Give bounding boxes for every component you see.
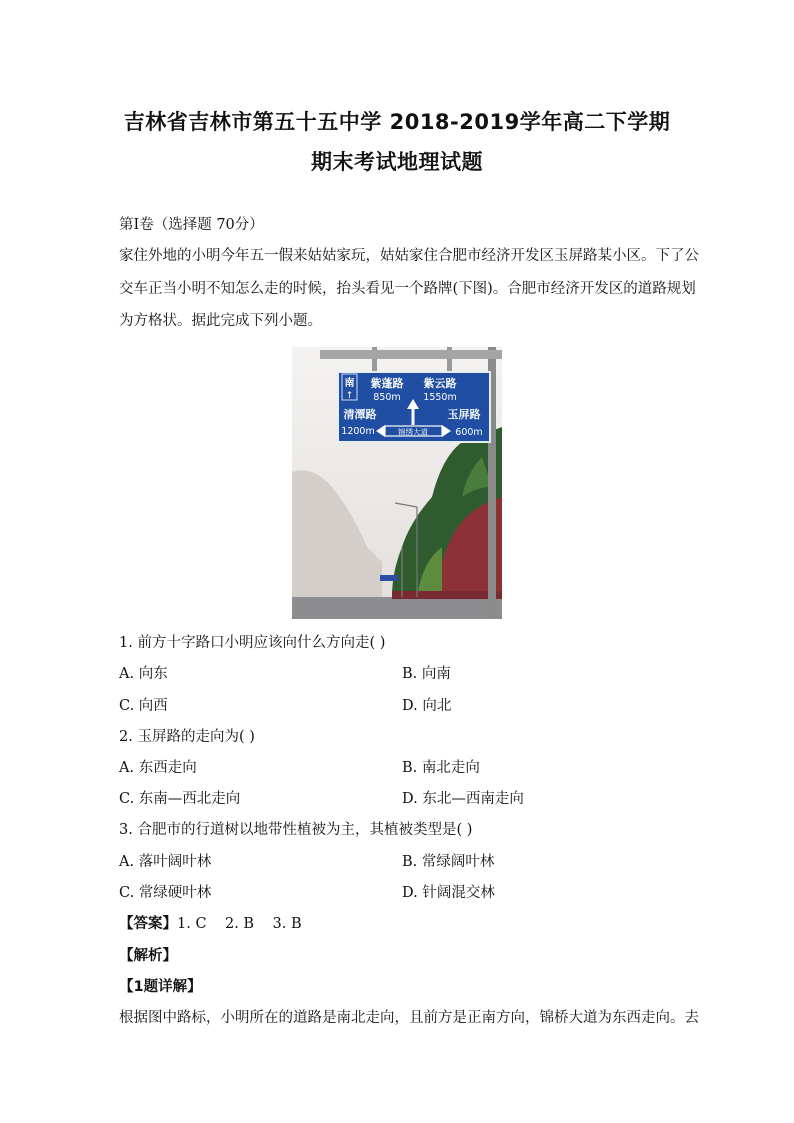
question-1-option-a: A. 向东: [119, 666, 168, 682]
title-line-1: 吉林省吉林市第五十五中学 2018-2019学年高二下学期: [123, 110, 671, 134]
title-line-2: 期末考试地理试题: [311, 150, 483, 174]
question-2-option-d: D. 东北—西南走向: [402, 791, 524, 807]
question-3-stem: 3. 合肥市的行道树以地带性植被为主，其植被类型是( ): [119, 822, 473, 838]
sign-top-left-dist: 850m: [373, 392, 401, 403]
detail-text: 根据图中路标，小明所在的道路是南北走向，且前方是正南方向，锦桥大道为东西走向。去: [119, 1010, 699, 1026]
road-sign-photo: [292, 347, 502, 619]
sign-south-label: 南: [344, 378, 355, 389]
sign-right-name: 玉屏路: [447, 408, 481, 421]
question-1-stem: 1. 前方十字路口小明应该向什么方向走( ): [119, 635, 386, 651]
question-1-option-b: B. 向南: [402, 666, 451, 682]
question-3-option-d: D. 针阔混交林: [402, 885, 495, 901]
question-2-option-a: A. 东西走向: [119, 760, 197, 776]
answer-text: 1. C 2. B 3. B: [177, 916, 302, 932]
sign-top-left-name: 紫蓬路: [370, 377, 404, 390]
sign-right-dist: 600m: [455, 427, 483, 438]
intro-line-3: 为方格状。据此完成下列小题。: [119, 313, 322, 329]
question-2-option-c: C. 东南—西北走向: [119, 791, 241, 807]
section-heading: 第Ⅰ卷（选择题 70分）: [119, 217, 264, 233]
sign-top-right-dist: 1550m: [423, 392, 457, 403]
question-2-stem: 2. 玉屏路的走向为( ): [119, 729, 255, 745]
answer-label: 【答案】: [119, 916, 177, 932]
sign-center-road: 锦绣大道: [398, 427, 428, 437]
intro-line-1: 家住外地的小明今年五一假来姑姑家玩，姑姑家住合肥市经济开发区玉屏路某小区。下了公: [119, 248, 699, 264]
sign-left-dist: 1200m: [341, 426, 375, 437]
sign-left-name: 清潭路: [343, 408, 377, 421]
answer-line: [119, 914, 302, 934]
question-2-option-b: B. 南北走向: [402, 760, 480, 776]
sign-small-arrow: ↑: [345, 391, 354, 401]
question-3-option-c: C. 常绿硬叶林: [119, 885, 212, 901]
question-3-option-a: A. 落叶阔叶林: [119, 854, 212, 870]
question-1-option-c: C. 向西: [119, 698, 168, 714]
detail-label: 【1题详解】: [119, 979, 202, 995]
question-1-option-d: D. 向北: [402, 698, 452, 714]
intro-line-2: 交车正当小明不知怎么走的时候，抬头看见一个路牌(下图)。合肥市经济开发区的道路规划: [119, 281, 696, 297]
question-3-option-b: B. 常绿阔叶林: [402, 854, 495, 870]
road-sign-illustration: [292, 347, 502, 619]
sign-top-right-name: 紫云路: [423, 377, 457, 390]
analysis-label: 【解析】: [119, 948, 177, 964]
